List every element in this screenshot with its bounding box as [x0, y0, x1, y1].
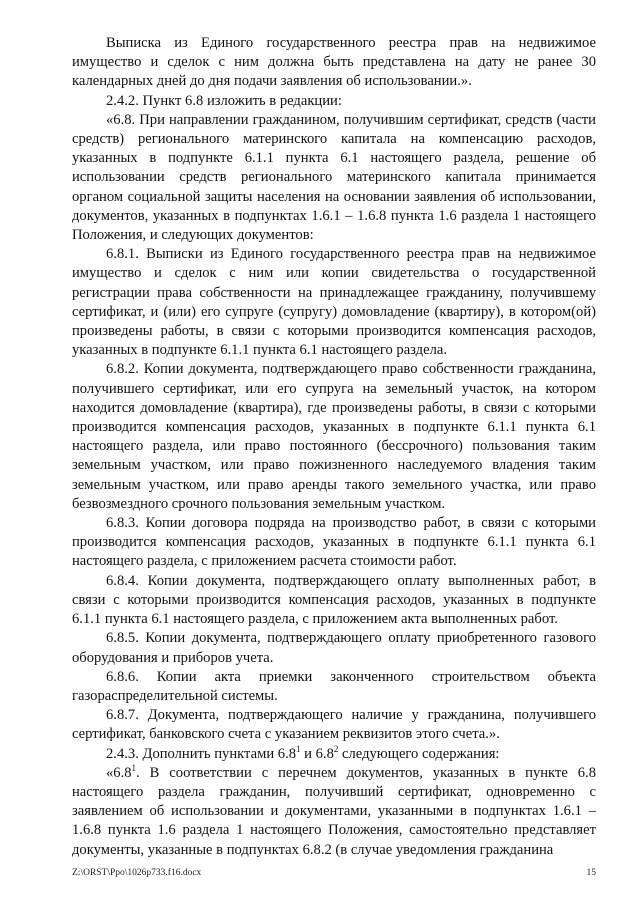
paragraph-2-4-2: 2.4.2. Пункт 6.8 изложить в редакции: [106, 92, 342, 109]
paragraph-6-8-1: 6.8.1. Выписки из Единого государственного реестра прав на недвижимое имущество и сделок с ним или копии свидетельства о государственной регистрации права собственности на принадлежащее гражданину, получившему сертификат, и (или) его супруге (супругу) домовладение (квартиру), в котором(ой) произведены работы, в связи с которыми производится компенсация расходов, указанных в подпункте 6.1.1 пункта 6.1 настоящего раздела. [72, 246, 596, 359]
document-body [72, 34, 596, 860]
paragraph-6-8-4: 6.8.4. Копии документа, подтверждающего оплату выполненных работ, в связи с которыми производится компенсация расходов, указанных в подпункте 6.1.1 пункта 6.1 настоящего раздела, с приложением акта выполненных работ. [72, 572, 596, 628]
page-footer [72, 868, 596, 878]
paragraph-6-8-6: 6.8.6. Копии акта приемки законченного строительством объекта газораспределительной системы. [72, 668, 596, 704]
paragraph-2-4-3: 2.4.3. Дополнить пунктами $6.8^1$ и $6.8^2$ следующего содержания: [106, 743, 500, 762]
paragraph-6-8-7: 6.8.7. Документа, подтверждающего наличие у гражданина, получившего сертификат, банковского счета с указанием реквизитов этого счета.». [72, 707, 596, 743]
paragraph-extract-requirement: Выписка из Единого государственного реестра прав на недвижимое имущество и сделок с ним должна быть представлена на дату не ранее 30 календарных дней до дня подачи заявления об использовании.». [72, 35, 596, 90]
paragraph-6-8-3: 6.8.3. Копии договора подряда на производство работ, в связи с которыми производится компенсация расходов, указанных в подпункте 6.1.1 пункта 6.1 настоящего раздела, с приложением расчета стоимости работ. [72, 515, 596, 570]
paragraph-6-8: «6.8. При направлении гражданином, получившим сертификат, средств (части средств) регионального материнского капитала на компенсацию расходов, указанных в подпункте 6.1.1 пункта 6.1 настоящего раздела, решение об использовании средств регионального материнского капитала принимается органом социальной защиты населения на основании заявления об использовании, документов, указанных в подпунктах 1.6.1 – 1.6.8 пункта 1.6 раздела 1 настоящего Положения, и следующих документов: [72, 111, 596, 244]
superscript: 1 [296, 743, 301, 754]
paragraph-6-8-2: 6.8.2. Копии документа, подтверждающего право собственности гражданина, получившего сертификат, или его супруга на земельный участок, на котором находится домовладение (квартира), где произведены работы, в связи с которыми производится компенсация расходов, указанных в подпункте 6.1.1 пункта 6.1 настоящего раздела, или право постоянного (бессрочного) пользования таким земельным участком, или право пожизненного наследуемого владения таким земельным участком, или право аренды такого земельного участка, или право безвозмездного срочного пользования земельным участком. [72, 361, 596, 512]
file-path: Z:\ORST\Ppo\1026p733.f16.docx [72, 868, 202, 878]
superscript: 1 [131, 762, 137, 773]
paragraph-6-8-sup-1: «$6.8^1$. В соответствии с перечнем документов, указанных в пункте 6.8 настоящего раздела гражданин, получивший сертификат, одновременно с заявлением об использовании и документами, указанными в подпунктах 1.6.1 – 1.6.8 пункта 1.6 раздела 1 настоящего Положения, самостоятельно представляет документы, указанные в подпунктах 6.8.2 (в случае уведомления гражданина [72, 762, 596, 858]
page-number: 15 [586, 868, 596, 878]
paragraph-6-8-5: 6.8.5. Копии документа, подтверждающего оплату приобретенного газового оборудования и приборов учета. [72, 630, 596, 666]
superscript: 2 [333, 743, 339, 754]
